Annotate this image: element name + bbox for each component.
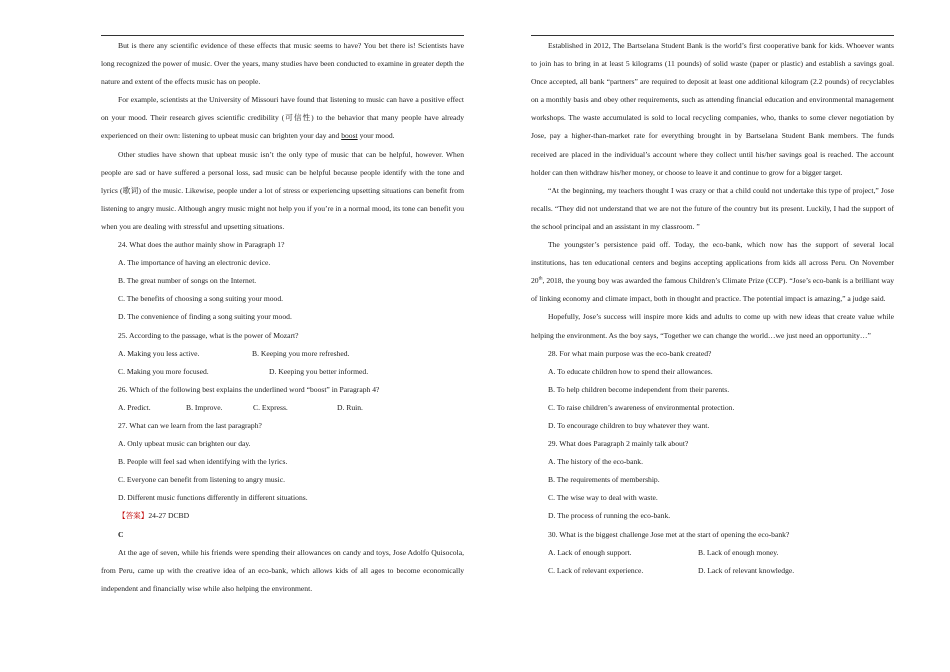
q26-options-row [101, 399, 464, 417]
q30-option-c: C. Lack of relevant experience. [548, 565, 644, 575]
q24-option-c: C. The benefits of choosing a song suiting your mood. [118, 294, 284, 304]
q29-option-a: A. The history of the eco-bank. [548, 457, 643, 467]
q24-option-b: B. The great number of songs on the Internet. [118, 276, 257, 286]
q30-option-a: A. Lack of enough support. [548, 547, 632, 557]
answer-text: 24-27 DCBD [148, 511, 190, 521]
question-29: 29. What does Paragraph 2 mainly talk about? [548, 439, 689, 449]
left-top-rule [101, 35, 464, 36]
paragraph-missouri-study: For example, scientists at the University of Missouri have found that listening to music can have a positive effect on your mood. Their research gives scientific credibility (可信性) to the behavior that many people have already experienced on their own: listening to upbeat music can brighten your day and boost your mood. [101, 95, 464, 141]
paragraph-jose-intro: At the age of seven, while his friends were spending their allowances on candy and toys, Jose Adolfo Quisocola, from Peru, came up with the creative idea of an eco-bank, which allows kids of all ages to become economically independent and financially wise while also helping the environment. [101, 547, 464, 593]
answer-key [101, 507, 464, 525]
q24-option-a: A. The importance of having an electronic device. [118, 258, 271, 268]
q29-option-b: B. The requirements of membership. [548, 475, 660, 485]
paragraph-evidence: But is there any scientific evidence of these effects that music seems to have? You bet there is! Scientists have long recognized the power of music. Over the years, many studies have been conducted to examine in greater depth the nature and extent of the effects music has on people. [101, 41, 464, 87]
answer-tag: 【答案】 [118, 511, 149, 521]
q25-option-a: A. Making you less active. [118, 348, 200, 358]
q30-option-d: D. Lack of relevant knowledge. [698, 565, 795, 575]
paragraph-hopefully: Hopefully, Jose’s success will inspire more kids and adults to come up with new ideas that create value while helping the environment. As the boy says, “Together we can change the world…we just need an opportunity…” [531, 312, 894, 340]
q25-option-c: C. Making you more focused. [118, 366, 209, 376]
question-24: 24. What does the author mainly show in Paragraph 1? [118, 240, 285, 250]
q27-option-b: B. People will feel sad when identifying with the lyrics. [118, 457, 288, 467]
q28-option-a: A. To educate children how to spend their allowances. [548, 366, 713, 376]
q29-option-d: D. The process of running the eco-bank. [548, 511, 671, 521]
q27-option-a: A. Only upbeat music can brighten our day. [118, 439, 251, 449]
q30-option-b: B. Lack of enough money. [698, 547, 779, 557]
question-25: 25. According to the passage, what is the power of Mozart? [118, 330, 299, 340]
q26-option-a: A. Predict. [118, 402, 151, 412]
question-26: 26. Which of the following best explains the underlined word “boost” in Paragraph 4? [118, 384, 380, 394]
q25-options-row-2 [101, 363, 464, 381]
question-27: 27. What can we learn from the last paragraph? [118, 420, 262, 430]
paragraph-persistence: The youngster’s persistence paid off. Today, the eco-bank, which now has the support of several local institutions, has ten educational centers and begins accepting applications from kids all across Peru. On November 20th, 2018, the young boy was awarded the famous Children’s Climate Prize (CCP). “Jose’s eco-bank is a brilliant way of linking economy and climate impact, both in thought and practice. The potential impact is amazing,” a judge said. [531, 240, 894, 304]
q27-option-d: D. Different music functions differently in different situations. [118, 493, 308, 503]
right-top-rule [531, 35, 894, 36]
question-28: 28. For what main purpose was the eco-bank created? [548, 348, 712, 358]
q27-option-c: C. Everyone can benefit from listening to angry music. [118, 475, 286, 485]
q26-option-c: C. Express. [253, 402, 288, 412]
q28-option-c: C. To raise children’s awareness of environmental protection. [548, 402, 735, 412]
underlined-word-boost: boost [341, 131, 358, 141]
section-label-c: C [118, 529, 124, 539]
q30-options-row-1 [531, 544, 894, 562]
paragraph-other-studies: Other studies have shown that upbeat music isn’t the only type of music that can be helpful, however. When people are sad or have suffered a personal loss, sad music can be helpful because people identify with the tone and lyrics (歌词) of the music. Likewise, people under a lot of stress or experiencing upsetting situations can benefit from listening to angry music. Although angry music might not help you if you’re in a normal mood, its tone can benefit you when you are dealing with stressful and upsetting situations. [101, 149, 464, 231]
q28-option-b: B. To help children become independent from their parents. [548, 384, 730, 394]
paragraph-bank-established: Established in 2012, The Bartselana Student Bank is the world’s first cooperative bank for kids. Whoever wants to join has to bring in at least 5 kilograms (11 pounds) of solid waste (paper or plastic) and establish a savings goal. Once accepted, all bank “partners” are required to deposit at least one additional kilogram (2.2 pounds) of recyclables on a monthly basis and obey other requirements, such as attending financial education and environmental management workshops. The waste accumulated is sold to local recycling companies, who, thanks to some clever negotiation by Jose, pay a higher-than-market rate for everything brought in by Bartselana Student Bank members. The funds received are placed in the individual’s account where they collect until his/her savings goal is reached. The account holder can then withdraw his/her money, or choose to leave it and continue to grow for a bigger target. [531, 41, 894, 177]
q25-option-d: D. Keeping you better informed. [269, 366, 369, 376]
question-30: 30. What is the biggest challenge Jose met at the start of opening the eco-bank? [548, 529, 790, 539]
q25-option-b: B. Keeping you more refreshed. [252, 348, 350, 358]
left-column [101, 37, 464, 598]
q30-options-row-2 [531, 562, 894, 580]
right-column [531, 37, 894, 580]
q24-option-d: D. The convenience of finding a song suiting your mood. [118, 312, 292, 322]
q26-option-b: B. Improve. [186, 402, 223, 412]
q25-options-row-1 [101, 345, 464, 363]
q29-option-c: C. The wise way to deal with waste. [548, 493, 658, 503]
q26-option-d: D. Ruin. [337, 402, 363, 412]
paragraph-jose-recalls: “At the beginning, my teachers thought I was crazy or that a child could not undertake this type of project,” Jose recalls. “They did not understand that we are not the future of the country but its present. Luckily, I had the support of the school principal and an assistant in my classroom. ” [531, 185, 894, 231]
q28-option-d: D. To encourage children to buy whatever they want. [548, 420, 710, 430]
